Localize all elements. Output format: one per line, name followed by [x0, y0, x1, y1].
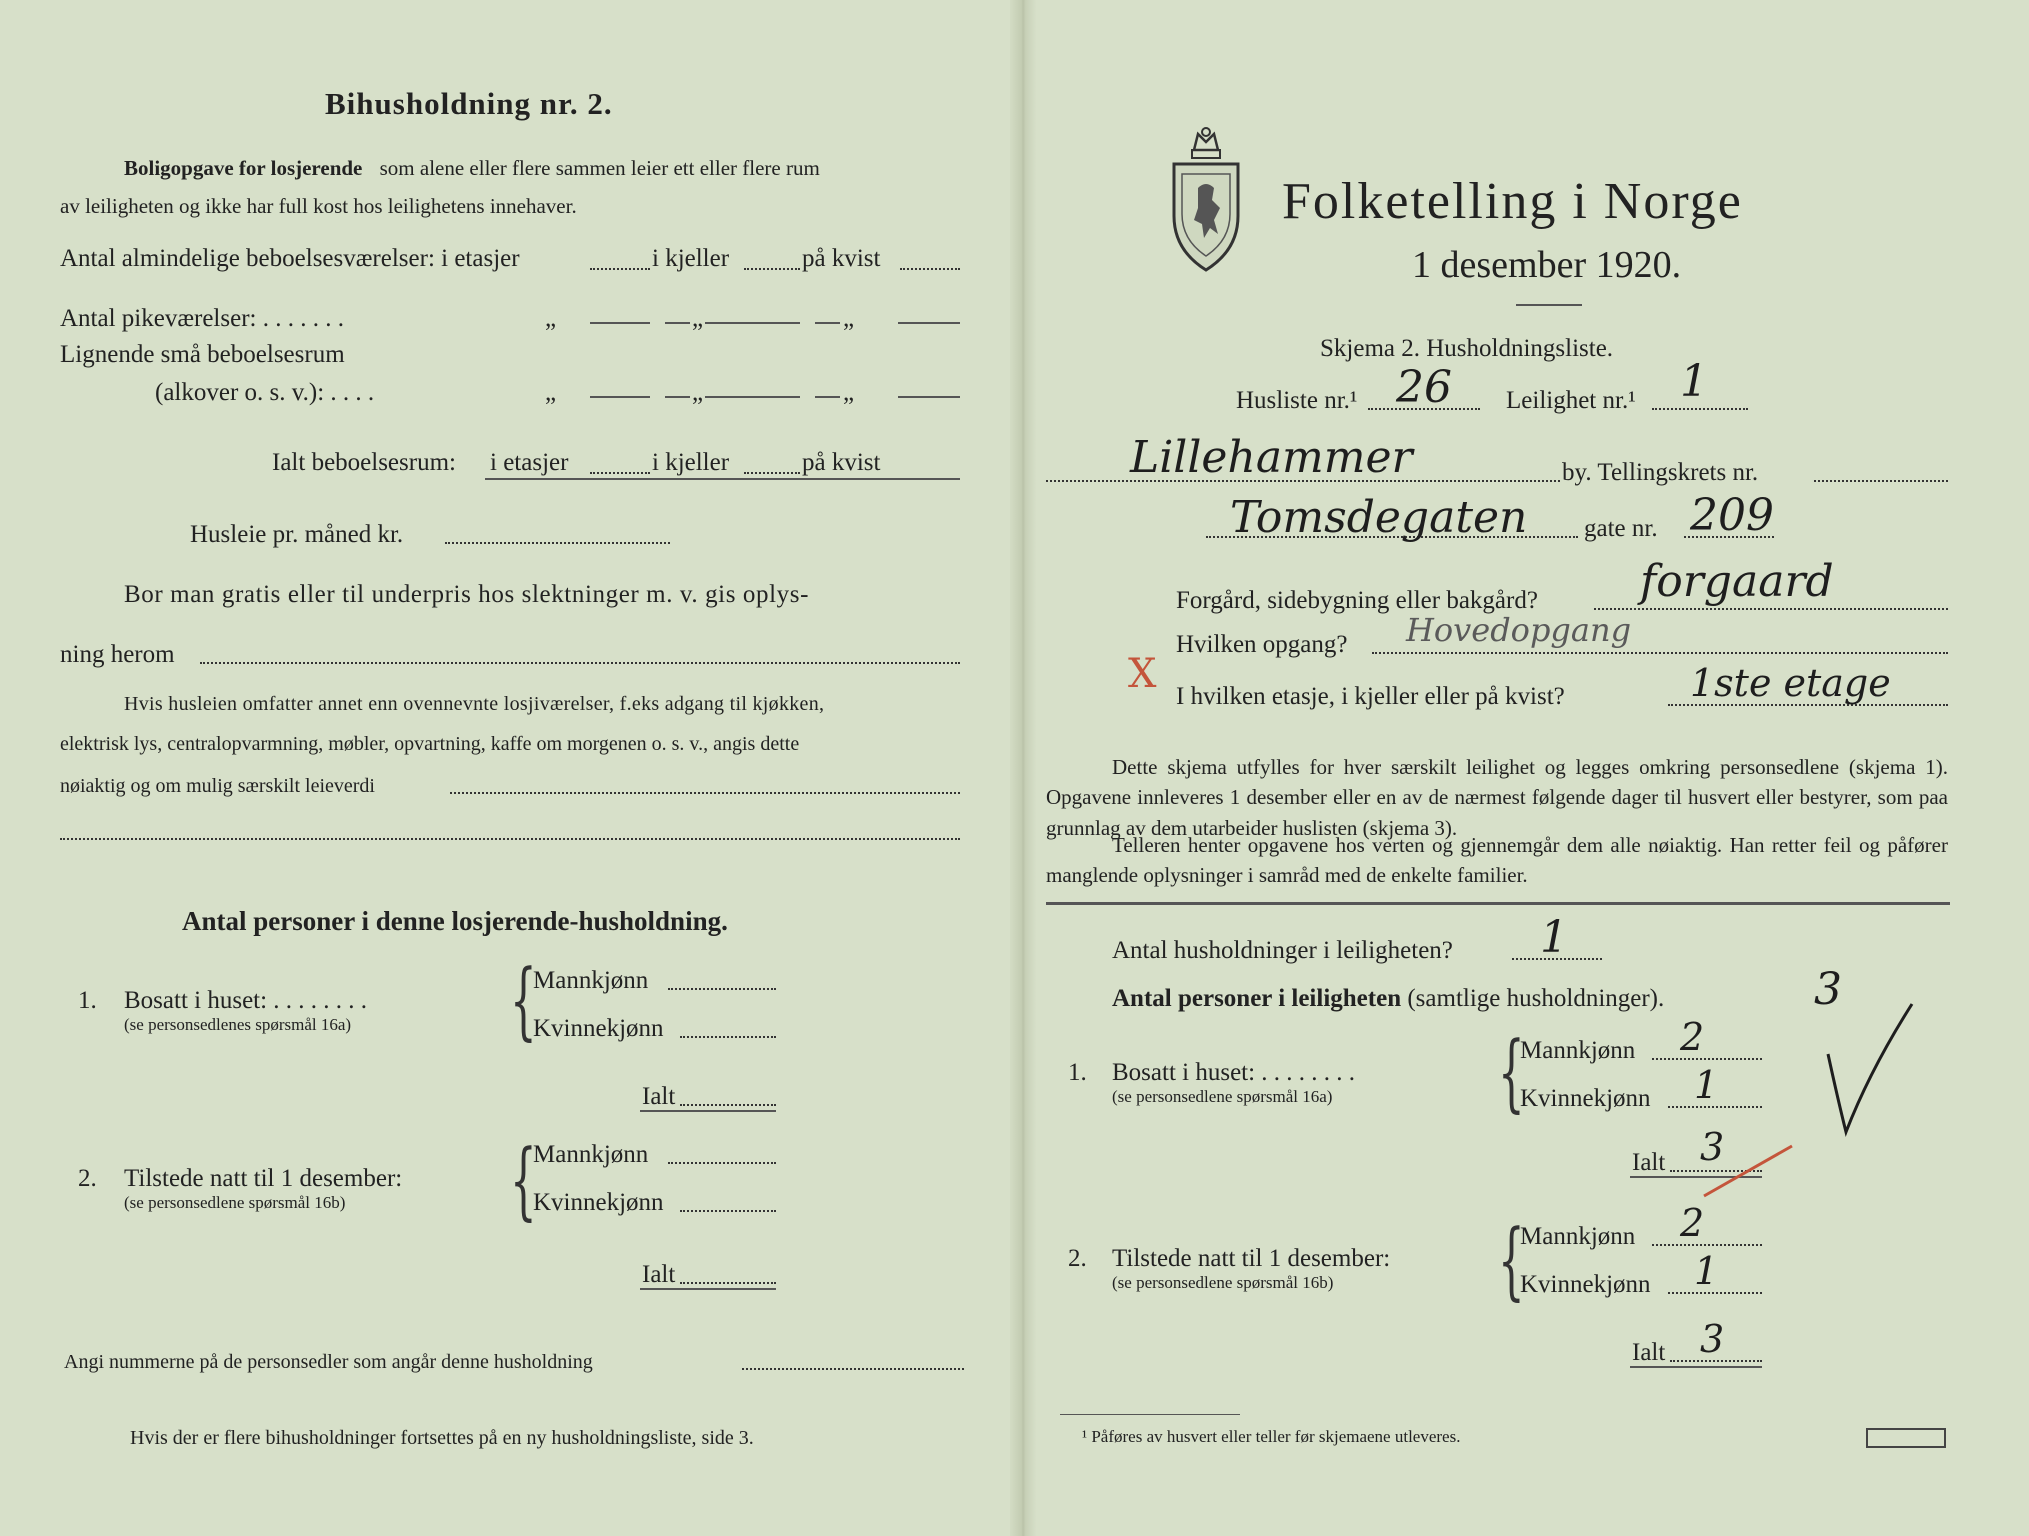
left-title: Bihusholdning nr. 2.	[325, 86, 613, 121]
leieverdi-field-2[interactable]	[60, 838, 960, 840]
angi-label: Angi nummerne på de personsedler som angår denne husholdning	[64, 1351, 593, 1373]
red-tick-icon	[1700, 1140, 1796, 1200]
ialt-kjeller-field[interactable]	[744, 472, 800, 474]
gate-nr-value: 209	[1690, 490, 1774, 541]
intro-line2: av leiligheten og ikke har full kost hos leilighetens innehaver.	[60, 194, 577, 218]
ialt-etasjer-field[interactable]	[590, 472, 650, 474]
opgang-field[interactable]	[1372, 652, 1948, 654]
coat-of-arms-icon	[1168, 124, 1244, 274]
left-antal-heading: Antal personer i denne losjerende-husholdning.	[182, 906, 728, 936]
left-footer: Hvis der er flere bihusholdninger fortsettes på en ny husholdningsliste, side 3.	[130, 1427, 754, 1449]
husliste-value: 26	[1396, 362, 1452, 413]
angi-field[interactable]	[742, 1368, 964, 1370]
left-q1-sub: (se personsedlenes spørsmål 16a)	[124, 1015, 352, 1034]
right-q1-kvinne-value: 1	[1694, 1063, 1719, 1107]
left-q1-ialt-field[interactable]	[680, 1104, 776, 1106]
right-q2-num: 2.	[1068, 1245, 1087, 1272]
forgaard-value: forgaard	[1640, 556, 1834, 607]
gate-value: Tomsdegaten	[1230, 492, 1528, 543]
intro-bold: Boligopgave for losjerende	[124, 156, 363, 180]
hvis-line2: elektrisk lys, centralopvarmning, møbler, opvartning, kaffe om morgenen o. s. v., angis dette	[60, 733, 800, 755]
antal-pers-rest: (samtlige husholdninger).	[1407, 985, 1665, 1012]
pike-kjeller-field[interactable]	[705, 322, 800, 324]
by-value: Lillehammer	[1130, 432, 1413, 483]
left-q2-sub: (se personsedlene spørsmål 16b)	[124, 1193, 346, 1212]
etasje-label: I hvilken etasje, i kjeller eller på kvist?	[1176, 683, 1565, 710]
right-q2-ialt-value: 3	[1700, 1317, 1725, 1361]
right-q1-ialt-label: Ialt	[1632, 1149, 1666, 1176]
left-q1-kvinne-label: Kvinnekjønn	[533, 1015, 664, 1042]
left-q1-brace: {	[510, 951, 537, 1049]
right-q2-sub: (se personsedlene spørsmål 16b)	[1112, 1273, 1334, 1292]
by-label: by. Tellingskrets nr.	[1562, 459, 1759, 486]
instructions-para1: Dette skjema utfylles for hver særskilt leilighet og legges omkring personsedlene (skjema 1). Opgavene innleveres 1 desember eller en av de nærmest følgende dager til husvert eller bestyrer, som paa grunnlag av dem utarbeider huslisten (skjema 3).	[1046, 755, 1948, 840]
right-q1-ialt-value: 3	[1700, 1125, 1725, 1169]
lignende-dash-2	[815, 396, 840, 398]
ialt-rum-label: Ialt beboelsesrum:	[272, 449, 456, 476]
antal-pers-value: 3	[1814, 964, 1842, 1015]
ialt-kvist-label: på kvist	[802, 449, 881, 476]
antal-hush-label: Antal husholdninger i leiligheten?	[1112, 937, 1453, 964]
forgaard-field[interactable]	[1594, 608, 1948, 610]
lignende-ditto: „	[545, 379, 557, 406]
right-q1-num: 1.	[1068, 1059, 1087, 1086]
right-q2-mann-label: Mannkjønn	[1520, 1223, 1636, 1250]
pike-kvist-field[interactable]	[898, 322, 960, 324]
bor-line2: ning herom	[60, 641, 175, 668]
red-x-mark: X	[1128, 651, 1157, 697]
intro-line1	[124, 158, 820, 179]
lignende-kvist-field[interactable]	[898, 396, 960, 398]
left-q2-mann-field[interactable]	[668, 1162, 776, 1164]
left-q1-kvinne-field[interactable]	[680, 1036, 776, 1038]
pike-ditto-2: „	[692, 305, 704, 332]
check-mark-icon	[1820, 1000, 1920, 1140]
rooms-kvist-field[interactable]	[900, 268, 960, 270]
leieverdi-field[interactable]	[450, 792, 960, 794]
right-q2-ialt-underline	[1630, 1366, 1762, 1368]
left-q1-label: Bosatt i huset: . . . . . . . .	[124, 987, 368, 1014]
husleie-label: Husleie pr. måned kr.	[190, 521, 404, 548]
left-q2-ialt-field[interactable]	[680, 1282, 776, 1284]
left-q2-num: 2.	[78, 1165, 97, 1192]
footnote-rule	[1060, 1414, 1240, 1415]
ialt-kjeller-label: i kjeller	[652, 449, 730, 476]
right-date: 1 desember 1920.	[1412, 244, 1682, 286]
lignende-kjeller-field[interactable]	[705, 396, 800, 398]
right-q2-mann-field[interactable]	[1652, 1244, 1762, 1246]
rooms-kjeller-label: i kjeller	[652, 245, 730, 272]
left-q1-mann-label: Mannkjønn	[533, 967, 649, 994]
printer-stamp	[1866, 1428, 1946, 1448]
right-q2-kvinne-value: 1	[1694, 1249, 1719, 1293]
antal-pers-line	[1112, 986, 1664, 1011]
right-q2-brace: {	[1498, 1211, 1525, 1309]
right-q1-sub: (se personsedlene spørsmål 16a)	[1112, 1087, 1333, 1106]
left-q1-mann-field[interactable]	[668, 988, 776, 990]
gate-label: gate nr.	[1584, 515, 1658, 542]
left-q1-ialt-label: Ialt	[642, 1083, 676, 1110]
left-q2-brace: {	[510, 1131, 537, 1229]
bor-field[interactable]	[200, 662, 960, 664]
left-q2-kvinne-field[interactable]	[680, 1210, 776, 1212]
intro-rest: som alene eller flere sammen leier ett eller flere rum	[379, 156, 820, 180]
right-q2-kvinne-label: Kvinnekjønn	[1520, 1271, 1651, 1298]
pike-label: Antal pikeværelser: . . . . . . .	[60, 305, 344, 332]
lignende-dash-1	[665, 396, 690, 398]
pike-dash-2	[815, 322, 840, 324]
forgaard-label: Forgård, sidebygning eller bakgård?	[1176, 587, 1538, 614]
left-q2-label: Tilstede natt til 1 desember:	[124, 1165, 403, 1192]
right-q1-mann-label: Mannkjønn	[1520, 1037, 1636, 1064]
pike-ditto-3: „	[843, 305, 855, 332]
right-title: Folketelling i Norge	[1282, 173, 1743, 230]
right-footnote: ¹ Påføres av husvert eller teller før skjemaene utleveres.	[1082, 1427, 1461, 1446]
tellingskrets-field[interactable]	[1814, 480, 1948, 482]
opgang-value: Hovedopgang	[1406, 611, 1632, 649]
lignende-line2: (alkover o. s. v.): . . . .	[155, 379, 375, 406]
right-q1-mann-value: 2	[1680, 1015, 1705, 1059]
leilighet-value: 1	[1680, 356, 1708, 407]
lignende-ditto-3: „	[843, 379, 855, 406]
lignende-line1: Lignende små beboelsesrum	[60, 341, 345, 368]
husleie-field[interactable]	[445, 542, 670, 544]
leilighet-field[interactable]	[1652, 408, 1748, 410]
hvis-line1: Hvis husleien omfatter annet enn ovennevnte losjiværelser, f.eks adgang til kjøkken,	[124, 693, 825, 715]
rooms-label: Antal almindelige beboelsesværelser: i etasjer	[60, 245, 520, 272]
right-q2-mann-value: 2	[1680, 1201, 1705, 1245]
title-rule	[1516, 304, 1582, 306]
right-q2-ialt-label: Ialt	[1632, 1339, 1666, 1366]
right-q1-label: Bosatt i huset: . . . . . . . .	[1112, 1059, 1356, 1086]
rooms-kvist-label: på kvist	[802, 245, 881, 272]
left-q2-mann-label: Mannkjønn	[533, 1141, 649, 1168]
ialt-etasjer-label: i etasjer	[490, 449, 569, 476]
hvis-line3: nøiaktig og om mulig særskilt leieverdi	[60, 775, 375, 797]
etasje-value: 1ste etage	[1690, 661, 1891, 705]
lignende-etasjer-field[interactable]	[590, 396, 650, 398]
antal-pers-bold: Antal personer i leiligheten	[1112, 985, 1402, 1012]
opgang-label: Hvilken opgang?	[1176, 631, 1348, 658]
right-q2-label: Tilstede natt til 1 desember:	[1112, 1245, 1391, 1272]
right-q1-mann-field[interactable]	[1652, 1058, 1762, 1060]
lignende-ditto-2: „	[692, 379, 704, 406]
left-q2-kvinne-label: Kvinnekjønn	[533, 1189, 664, 1216]
left-q1-num: 1.	[78, 987, 97, 1014]
pike-ditto: „	[545, 305, 557, 332]
right-q1-kvinne-label: Kvinnekjønn	[1520, 1085, 1651, 1112]
leilighet-label: Leilighet nr.¹	[1506, 387, 1636, 414]
instructions-para2: Telleren henter opgavene hos verten og gjennemgår dem alle nøiaktig. Han retter feil og påfører manglende oplysninger i samråd med de enkelte familier.	[1046, 833, 1948, 888]
bor-line1: Bor man gratis eller til underpris hos slektninger m. v. gis oplys-	[124, 581, 810, 608]
page-fold	[1010, 0, 1036, 1536]
left-q2-ialt-underline	[640, 1288, 776, 1290]
section-rule	[1046, 902, 1950, 905]
husliste-label: Husliste nr.¹	[1236, 387, 1358, 414]
left-q2-ialt-label: Ialt	[642, 1261, 676, 1288]
antal-hush-value: 1	[1540, 912, 1568, 963]
skjema-label: Skjema 2. Husholdningsliste.	[1320, 335, 1614, 362]
left-q1-ialt-underline	[640, 1110, 776, 1112]
rooms-etasjer-field[interactable]	[590, 268, 650, 270]
rooms-kjeller-field[interactable]	[744, 268, 800, 270]
pike-dash-1	[665, 322, 690, 324]
right-q1-brace: {	[1498, 1023, 1525, 1121]
pike-etasjer-field[interactable]	[590, 322, 650, 324]
ialt-rum-underline	[485, 478, 960, 480]
